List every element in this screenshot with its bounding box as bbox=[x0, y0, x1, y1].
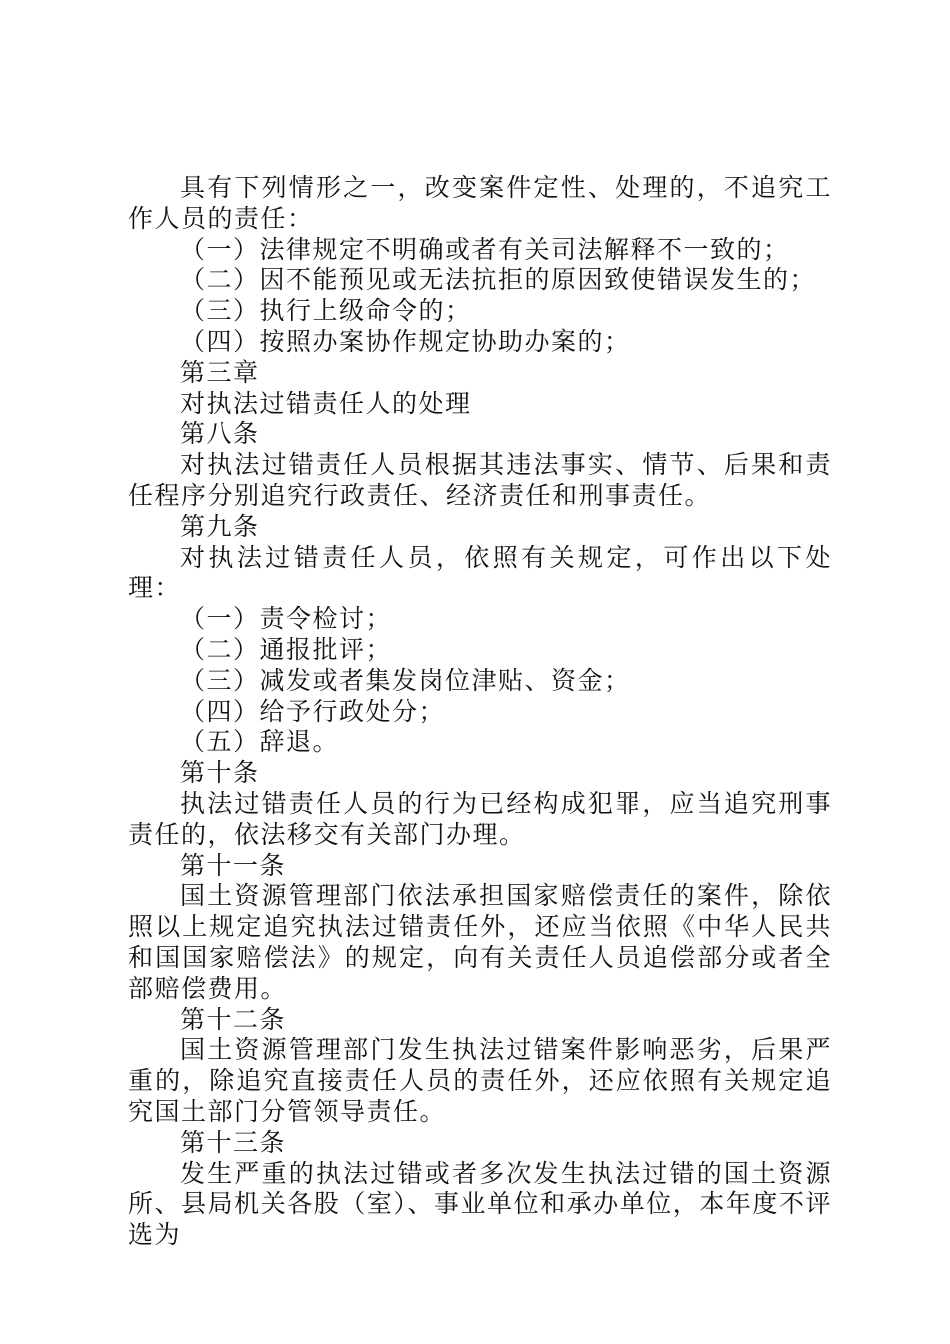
paragraph: 具有下列情形之一，改变案件定性、处理的，不追究工作人员的责任： bbox=[128, 173, 832, 233]
list-item: （一）责令检讨； bbox=[180, 604, 393, 634]
document-body bbox=[128, 173, 832, 1251]
list-item: （四）按照办案协作规定协助办案的； bbox=[180, 326, 631, 356]
article-heading: 第八条 bbox=[180, 419, 260, 449]
paragraph: 国土资源管理部门依法承担国家赔偿责任的案件，除依照以上规定追究执法过错责任外，还应当依照《中华人民共和国国家赔偿法》的规定，向有关责任人员追偿部分或者全部赔偿费用。 bbox=[128, 881, 832, 1003]
chapter-heading: 第三章 bbox=[180, 357, 260, 387]
list-item: （五）辞退。 bbox=[180, 727, 340, 757]
paragraph: 国土资源管理部门发生执法过错案件影响恶劣，后果严重的，除追究直接责任人员的责任外，还应依照有关规定追究国土部门分管领导责任。 bbox=[128, 1035, 832, 1126]
article-heading: 第十二条 bbox=[180, 1004, 287, 1034]
list-item: （三）执行上级命令的； bbox=[180, 296, 472, 326]
list-item: （一）法律规定不明确或者有关司法解释不一致的； bbox=[180, 234, 790, 264]
list-item: （三）减发或者集发岗位津贴、资金； bbox=[180, 665, 631, 695]
paragraph: 对执法过错责任人员根据其违法事实、情节、后果和责任程序分别追究行政责任、经济责任和刑事责任。 bbox=[128, 450, 832, 510]
article-heading: 第十一条 bbox=[180, 850, 287, 880]
paragraph: 发生严重的执法过错或者多次发生执法过错的国土资源所、县局机关各股（室）、事业单位和承办单位，本年度不评选为 bbox=[128, 1158, 832, 1250]
list-item: （二）因不能预见或无法抗拒的原因致使错误发生的； bbox=[180, 265, 817, 295]
article-heading: 第九条 bbox=[180, 511, 260, 541]
article-heading: 第十三条 bbox=[180, 1127, 287, 1157]
chapter-title: 对执法过错责任人的处理 bbox=[180, 388, 472, 418]
list-item: （二）通报批评； bbox=[180, 634, 393, 664]
paragraph: 对执法过错责任人员，依照有关规定，可作出以下处理： bbox=[128, 542, 832, 603]
article-heading: 第十条 bbox=[180, 758, 260, 788]
list-item: （四）给予行政处分； bbox=[180, 696, 446, 726]
paragraph: 执法过错责任人员的行为已经构成犯罪，应当追究刑事责任的，依法移交有关部门办理。 bbox=[128, 788, 832, 849]
